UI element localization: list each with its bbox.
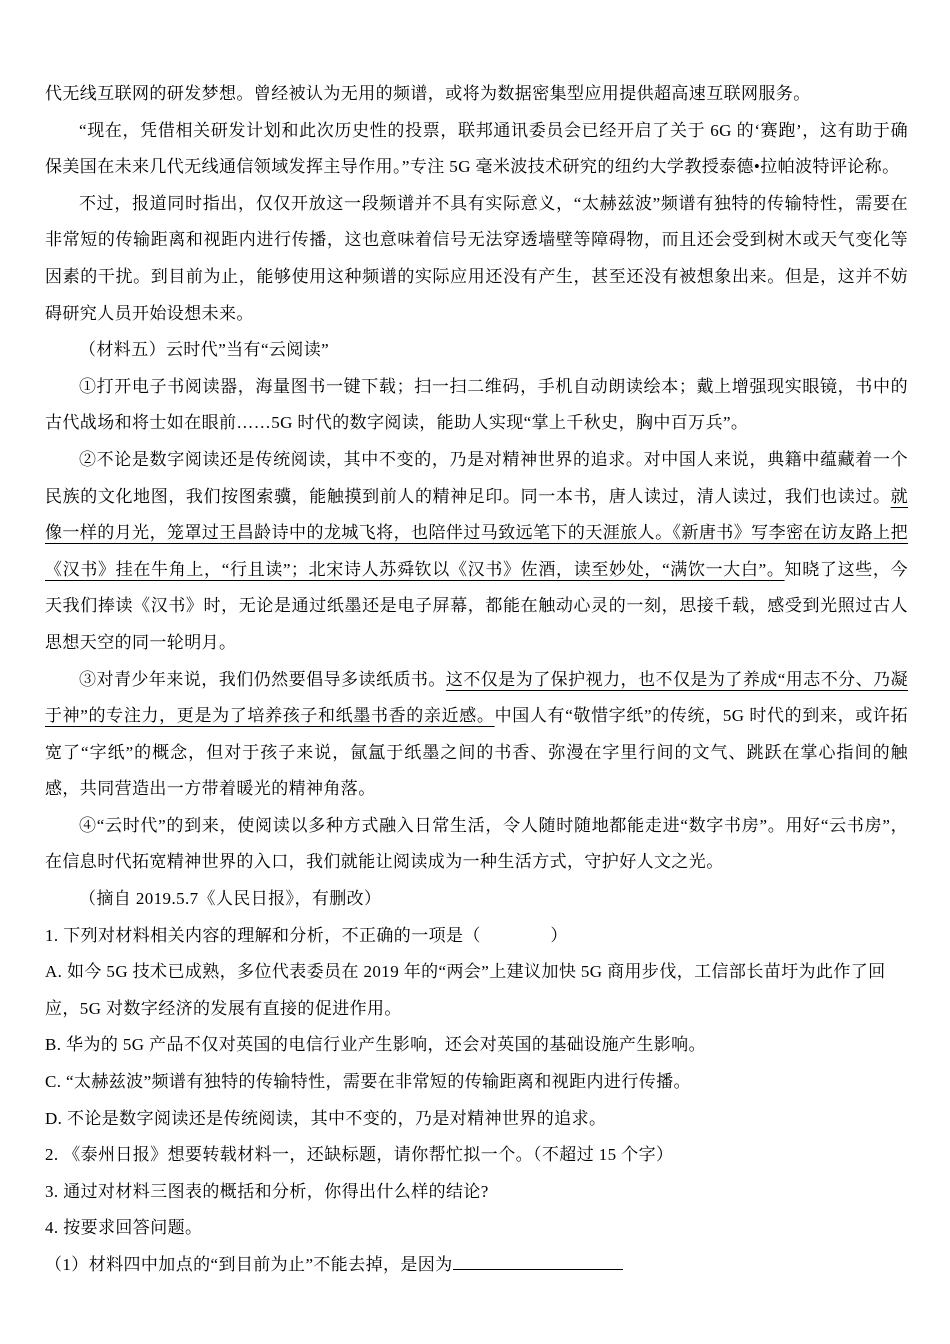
body-paragraph [45, 186, 908, 332]
text-segment: 不过，报道同时指出，仅仅开放这一段频谱并不具有实际意义，“太赫兹波”频谱有独特的传输特性，需要在非常短的传输距离和视距内进行传播，这也意味着信号无法穿透墙壁等障碍物，而且还会受到树木或天气变化等因素的干扰。到目前为止，能够使用这种频谱的实际应用还没有产生，甚至还没有被想象出来。但是，这并不妨碍研究人员开始设想未来。 [45, 193, 908, 323]
question-line [45, 1027, 908, 1064]
text-segment: 1. 下列对材料相关内容的理解和分析，不正确的一项是（ ） [45, 925, 568, 945]
text-segment: ①打开电子书阅读器，海量图书一键下载；扫一扫二维码，手机自动朗读绘本；戴上增强现实眼镜，书中的古代战场和将士如在眼前……5G 时代的数字阅读，能助人实现“掌上千秋史，胸中百万兵”。 [45, 376, 908, 433]
question-line [45, 954, 908, 1027]
body-paragraph [45, 113, 908, 186]
underlined-segment: 就像一样的月光，笼罩过王昌龄诗中的龙城飞将，也陪伴过马致远笔下的天涯旅人。《新唐书》写李密在访友路上把《汉书》挂在牛角上，“行且读”；北宋诗人苏舜钦以《汉书》佐酒，读至妙处，“满饮一大白”。 [45, 486, 908, 579]
body-paragraph [45, 808, 908, 881]
question-line [45, 1247, 908, 1284]
question-line [45, 1137, 908, 1174]
text-segment: A. 如今 5G 技术已成熟，多位代表委员在 2019 年的“两会”上建议加快 5G 商用步伐，工信部长苗圩为此作了回应，5G 对数字经济的发展有直接的促进作用。 [45, 962, 886, 1018]
text-segment: D. 不论是数字阅读还是传统阅读，其中不变的，乃是对精神世界的追求。 [45, 1108, 607, 1128]
question-line [45, 1210, 908, 1247]
question-line [45, 1101, 908, 1138]
body-paragraph [45, 881, 908, 918]
underlined-segment: 这不仅是为了保护视力，也不仅是为了养成“用志不分、乃凝于神”的专注力，更是为了培养孩子和纸墨书香的亲近感。 [45, 669, 908, 726]
text-segment: 中国人有“敬惜字纸”的传统，5G 时代的到来，或许拓宽了“字纸”的概念，但对于孩子来说，氤氲于纸墨之间的书香、弥漫在字里行间的文气、跳跃在掌心指间的触感，共同营造出一方带着暖光的精神角落。 [45, 706, 908, 799]
answer-blank [453, 1255, 623, 1270]
text-segment: （摘自 2019.5.7《人民日报》，有删改） [79, 889, 382, 909]
text-segment: 3. 通过对材料三图表的概括和分析，你得出什么样的结论? [45, 1181, 489, 1201]
text-segment: 知晓了这些，今天我们捧读《汉书》时，无论是通过纸墨还是电子屏幕，都能在触动心灵的一刻，思接千载，感受到光照过古人思想天空的同一轮明月。 [45, 559, 908, 652]
text-segment: ③对青少年来说，我们仍然要倡导多读纸质书。 [79, 669, 446, 689]
question-line [45, 1174, 908, 1211]
document-body [45, 76, 908, 1284]
question-line [45, 1064, 908, 1101]
text-segment: 2. 《泰州日报》想要转载材料一，还缺标题，请你帮忙拟一个。（不超过 15 个字） [45, 1145, 674, 1165]
text-segment: （材料五）云时代”当有“云阅读” [79, 340, 330, 360]
text-segment: B. 华为的 5G 产品不仅对英国的电信行业产生影响，还会对英国的基础设施产生影响。 [45, 1035, 706, 1055]
text-segment: C. “太赫兹波”频谱有独特的传输特性，需要在非常短的传输距离和视距内进行传播。 [45, 1072, 691, 1092]
text-segment: “现在，凭借相关研发计划和此次历史性的投票，联邦通讯委员会已经开启了关于 6G 的‘赛跑’，这有助于确保美国在未来几代无线通信领域发挥主导作用。”专注 5G 毫米波技术研究的纽约大学教授泰德•拉帕波特评论称。 [45, 120, 908, 177]
body-paragraph [45, 662, 908, 808]
body-paragraph [45, 442, 908, 662]
text-segment: ④“云时代”的到来，使阅读以多种方式融入日常生活，令人随时随地都能走进“数字书房”。用好“云书房”，在信息时代拓宽精神世界的入口，我们就能让阅读成为一种生活方式，守护好人文之光。 [45, 815, 908, 872]
text-segment: 代无线互联网的研发梦想。曾经被认为无用的频谱，或将为数据密集型应用提供超高速互联网服务。 [45, 84, 811, 103]
body-paragraph [45, 76, 908, 113]
text-segment: （1）材料四中加点的“到目前为止”不能去掉，是因为 [45, 1255, 453, 1274]
body-paragraph [45, 332, 908, 369]
question-line [45, 918, 908, 955]
text-segment: ②不论是数字阅读还是传统阅读，其中不变的，乃是对精神世界的追求。对中国人来说，典籍中蕴藏着一个民族的文化地图，我们按图索骥，能触摸到前人的精神足印。同一本书，唐人读过，清人读过，我们也读过。 [45, 449, 908, 506]
body-paragraph [45, 369, 908, 442]
text-segment: 4. 按要求回答问题。 [45, 1218, 203, 1238]
